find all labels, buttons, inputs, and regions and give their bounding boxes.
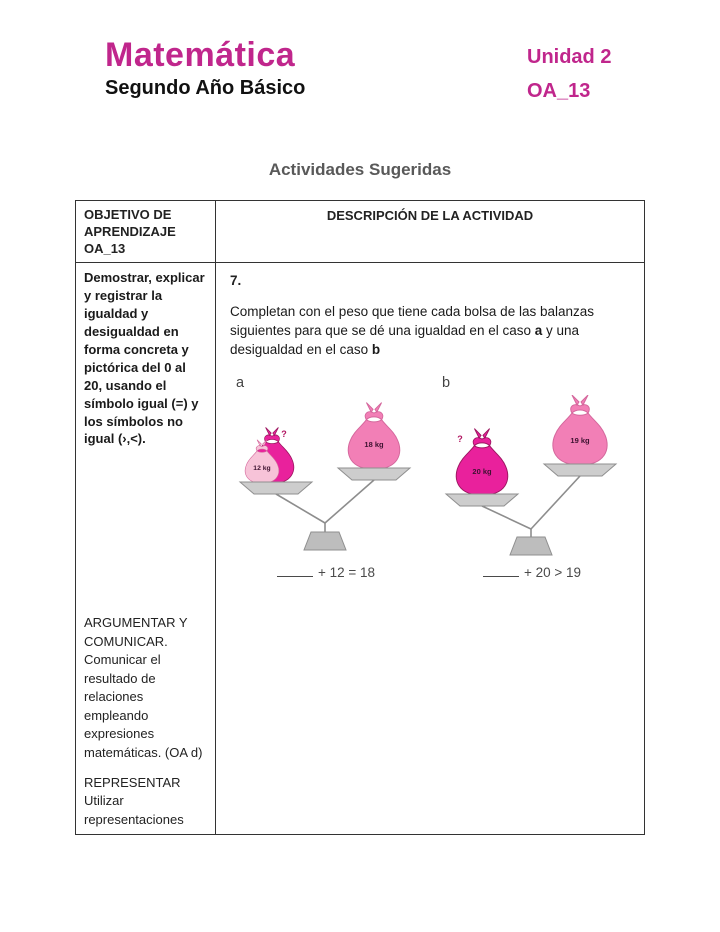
activity-number: 7. [230,273,242,288]
skill-body-argumentar: Comunicar el resultado de relaciones empleando expresiones matemáticas. (OA d) [84,652,203,760]
scale-base [304,532,346,550]
bag-weight-label-20kg: 20 kg [472,467,492,477]
scale-base [510,537,552,555]
scale-block-b [436,375,628,580]
activity-table [75,200,645,835]
equation-a: + 12 = 18 [230,565,422,580]
answer-blank-a [277,565,313,577]
scale-pan-right [544,464,616,476]
unit-label: Unidad 2 [527,46,612,68]
bag-weight-label-19kg: 19 kg [570,436,590,446]
page-subtitle: Segundo Año Básico [105,77,306,99]
skills-block [84,614,207,829]
balance-scale-b-illustration [436,395,626,560]
column-header-objective: OBJETIVO DE APRENDIZAJE OA_13 [76,201,216,263]
page-title: Matemática [105,36,296,74]
bag-weight-label-18kg: 18 kg [364,440,384,450]
bag-20kg [456,429,508,496]
oa-label: OA_13 [527,80,591,102]
objective-cell [76,263,216,835]
bag-weight-label-12kg: 12 kg [253,465,271,473]
balance-scale-a-illustration [230,395,420,560]
learning-objective-text: Demostrar, explicar y registrar la igualdad y desigualdad en forma concreta y pictórica del 0 al 20, usando el símbolo igual (=) y los símbolos no igual (›,<). [84,270,205,447]
scale-pan-left [240,482,312,494]
unknown-weight-mark-b: ? [457,434,463,445]
case-label-a: a [236,375,245,392]
section-title: Actividades Sugeridas [268,160,452,179]
answer-blank-b [483,565,519,577]
case-b-ref: b [371,342,381,358]
equation-b: + 20 > 19 [436,565,628,580]
case-a-ref: a [534,323,543,339]
scale-arm [276,494,325,523]
unknown-weight-mark-a: ? [281,429,287,440]
document-header [105,36,305,100]
column-header-description: DESCRIPCIÓN DE LA ACTIVIDAD [216,201,644,263]
skill-title-argumentar: ARGUMENTAR Y COMUNICAR. [84,615,188,649]
activity-description-cell [216,263,644,835]
bag-19kg [553,395,607,465]
scale-arm [325,480,374,523]
balance-figures [230,375,630,580]
skill-body-representar: Utilizar representaciones [84,793,184,827]
scale-block-a [230,375,422,580]
scale-pan-right [338,468,410,480]
unit-block [527,46,611,103]
activity-instruction: Completan con el peso que tiene cada bolsa de las balanzas siguientes para que se dé una igualdad en el caso a y una desigualdad en el caso b [230,304,594,358]
bag-18kg [348,403,400,470]
scale-arm [531,476,580,529]
case-label-b: b [442,375,451,392]
skill-title-representar: REPRESENTAR [84,775,181,790]
scale-arm [482,506,531,529]
scale-pan-left [446,494,518,506]
